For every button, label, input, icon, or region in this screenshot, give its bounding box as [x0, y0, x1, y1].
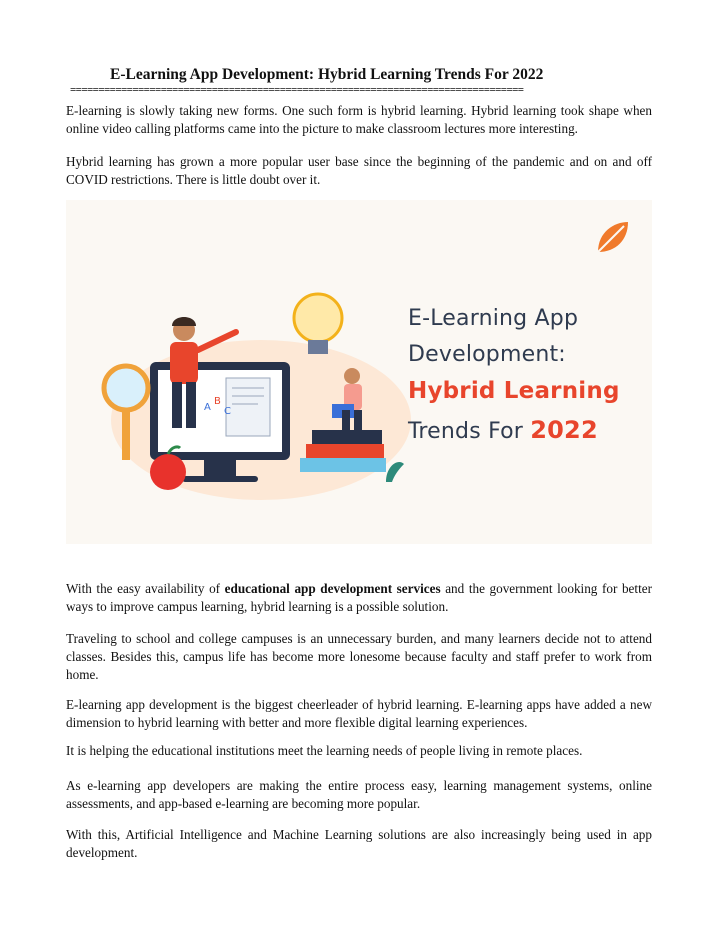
paragraph-body-5: With this, Artificial Intelligence and Machine Learning solutions are also increasingly being used in app development. — [66, 827, 652, 860]
leaf-icon — [592, 218, 632, 258]
document-title: E-Learning App Development: Hybrid Learning Trends For 2022 — [110, 66, 544, 83]
hero-heading-line-1: E-Learning App — [408, 306, 579, 331]
hero-heading-line-3: Hybrid Learning — [408, 378, 620, 404]
svg-text:A: A — [204, 402, 211, 413]
svg-text:C: C — [224, 406, 231, 417]
paragraph-body-3: It is helping the educational institutions meet the learning needs of people living in remote places. — [66, 743, 583, 758]
hero-heading-line-4 — [408, 416, 598, 444]
paragraph-body-1: Traveling to school and college campuses is an unnecessary burden, and many learners decide not to attend classes. Besides this, campus life has become more lonesome because faculty and staff prefer to work from home. — [66, 631, 652, 682]
hero-banner-image — [66, 200, 652, 544]
title-underline-rule: ================================================================================ — [70, 84, 524, 96]
paragraph-intro-2: Hybrid learning has grown a more popular user base since the beginning of the pandemic and on and off COVID restrictions. There is little doubt over it. — [66, 154, 652, 187]
paragraph-body-2: E-learning app development is the biggest cheerleader of hybrid learning. E-learning apps have added a new dimension to hybrid learning with better and more flexible digital learning experiences. — [66, 697, 652, 730]
paragraph-services — [66, 580, 652, 616]
hero-heading-line-2: Development: — [408, 342, 566, 367]
paragraph-services-highlight: educational app development services — [224, 581, 441, 596]
teacher-computer-illustration — [86, 270, 416, 520]
paragraph-services-tail: and the government looking for better ways to improve campus learning, hybrid learning is a possible solution. — [66, 581, 652, 614]
paragraph-body-4: As e-learning app developers are making the entire process easy, learning management systems, online assessments, and app-based e-learning are becoming more popular. — [66, 778, 652, 811]
paragraph-intro-1: E-learning is slowly taking new forms. One such form is hybrid learning. Hybrid learning took shape when online video calling platforms came into the picture to make classroom lectures more interesting. — [66, 103, 652, 136]
svg-text:B: B — [214, 396, 221, 407]
hero-heading-year: 2022 — [530, 416, 598, 444]
hero-heading-trends: Trends For — [408, 419, 524, 444]
paragraph-services-lead: With the easy availability of — [66, 581, 225, 596]
